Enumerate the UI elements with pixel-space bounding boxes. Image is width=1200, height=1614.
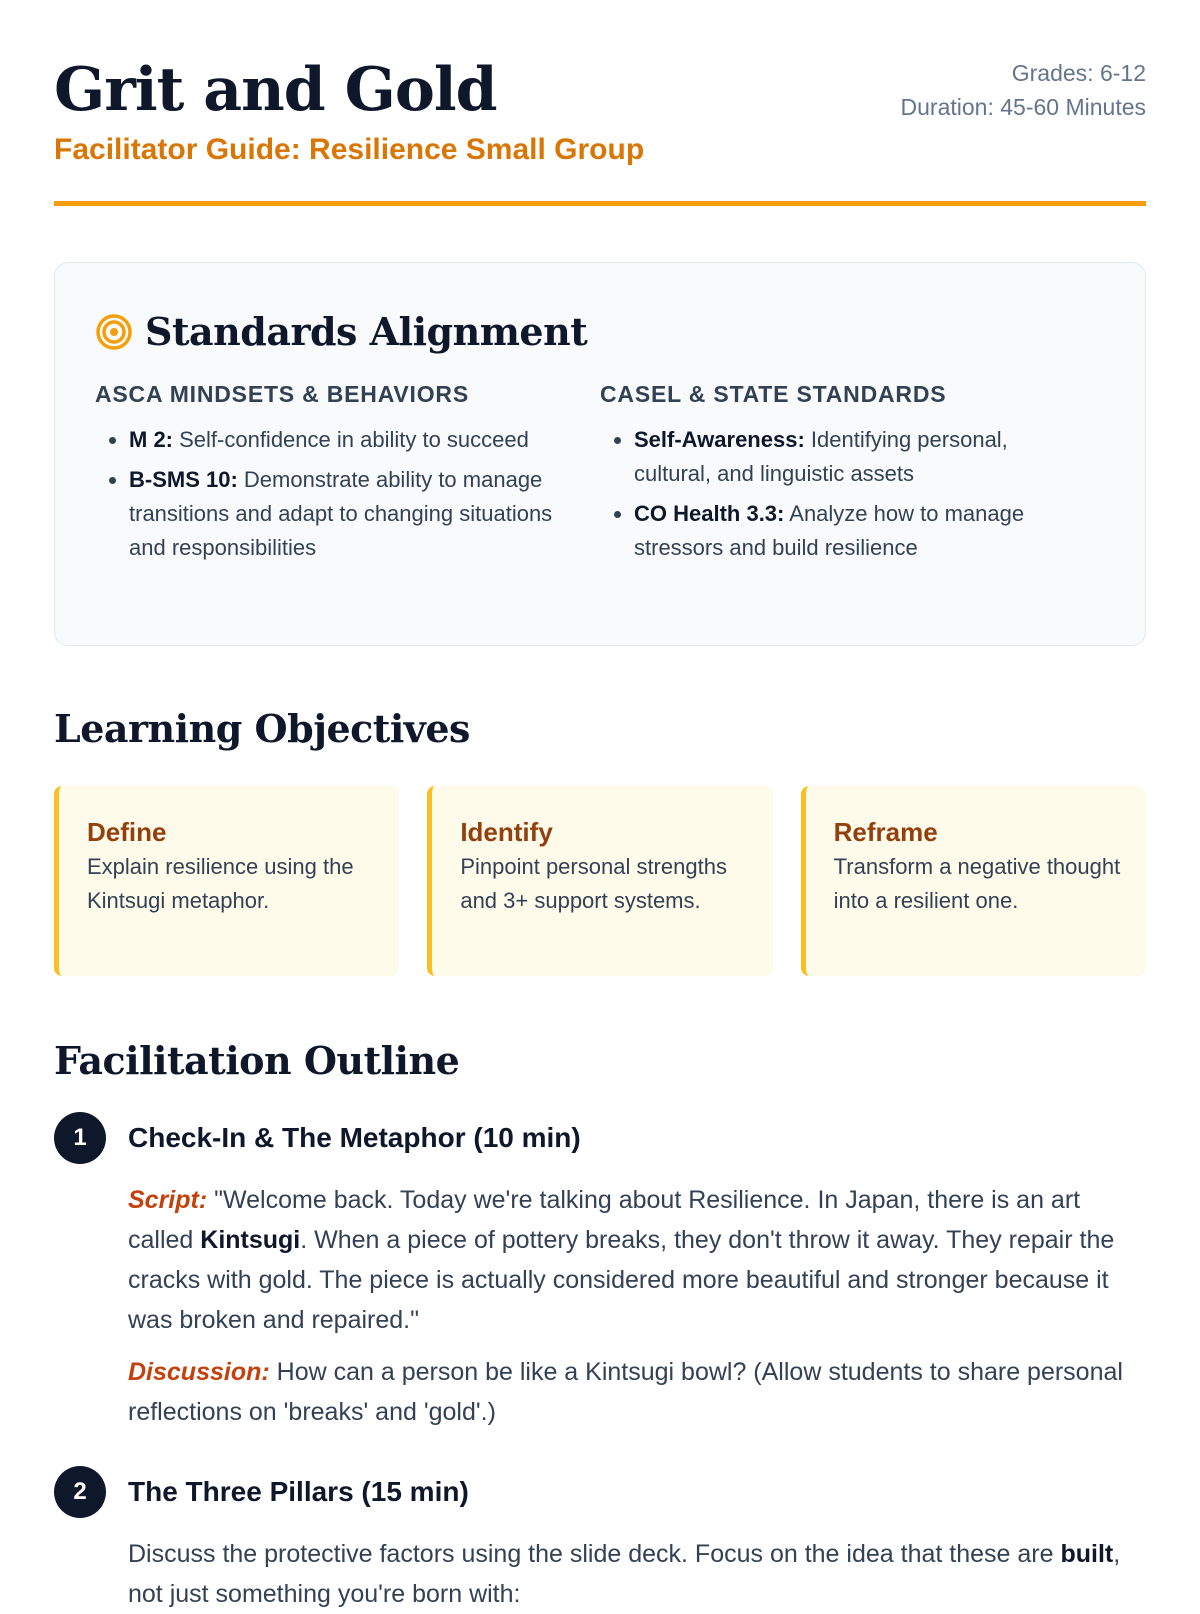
grades-label: Grades: 6-12 — [1011, 60, 1146, 86]
objective-title: Identify — [460, 817, 553, 847]
outline-heading: Facilitation Outline — [54, 1038, 460, 1083]
standards-heading-text: Standards Alignment — [145, 309, 588, 354]
step-paragraph — [128, 1534, 1146, 1614]
script-text: . When a piece of pottery breaks, they don't throw it away. They repair the cracks with gold. The piece is actually considered more beautiful and stronger because it was broken and repaired." — [128, 1226, 1115, 1334]
asca-heading: ASCA MINDSETS & BEHAVIORS — [95, 381, 469, 407]
standards-card — [54, 262, 1146, 646]
script-text: "Welcome back. Today we're talking about Resilience. In Japan, there is an art called — [128, 1186, 1081, 1254]
standard-text: Analyze how to manage stressors and build resilience — [634, 501, 1025, 560]
script-label: Script: — [128, 1186, 208, 1214]
objective-text: Pinpoint personal strengths and 3+ support systems. — [460, 854, 727, 913]
session-meta — [901, 56, 1146, 124]
standards-heading — [95, 307, 1105, 357]
step-header — [54, 1466, 1146, 1518]
standard-text: Demonstrate ability to manage transitions and adapt to changing situations and responsibilities — [129, 467, 553, 560]
standard-text: Identifying personal, cultural, and linguistic assets — [634, 427, 1008, 486]
objectives-heading: Learning Objectives — [54, 706, 470, 751]
step-title: The Three Pillars (15 min) — [128, 1476, 469, 1507]
step-body — [128, 1534, 1146, 1614]
standard-code: CO Health 3.3: — [634, 501, 785, 526]
objective-title: Define — [87, 817, 167, 847]
standard-code: Self-Awareness: — [634, 427, 805, 452]
step-header — [54, 1112, 1146, 1164]
standard-code: B-SMS 10: — [129, 467, 238, 492]
outline-step-1 — [54, 1112, 1146, 1432]
casel-list — [600, 423, 1105, 565]
asca-column — [95, 379, 600, 571]
asca-list — [95, 423, 600, 565]
script-emphasis: Kintsugi — [200, 1226, 301, 1254]
step-number-badge: 2 — [54, 1466, 106, 1518]
step-number-badge: 1 — [54, 1112, 106, 1164]
discussion-text: How can a person be like a Kintsugi bowl? (Allow students to share personal reflections on 'breaks' and 'gold'.) — [128, 1358, 1123, 1426]
objective-text: Transform a negative thought into a resilient one. — [833, 854, 1121, 913]
step-emphasis: built — [1060, 1540, 1114, 1568]
step-body — [128, 1180, 1146, 1432]
objective-card-reframe — [801, 786, 1146, 976]
document-header — [54, 0, 1146, 206]
duration-label: Duration: 45-60 Minutes — [900, 94, 1146, 120]
objective-card-define — [54, 786, 399, 976]
target-icon — [95, 313, 133, 351]
step-text: , not just something you're born with: — [128, 1540, 1121, 1608]
objective-text: Explain resilience using the Kintsugi metaphor. — [87, 854, 354, 913]
standard-code: M 2: — [129, 427, 173, 452]
casel-column — [600, 379, 1105, 571]
standard-text: Self-confidence in ability to succeed — [173, 427, 529, 452]
step-text: Discuss the protective factors using the slide deck. Focus on the idea that these are — [128, 1540, 1061, 1568]
list-item — [634, 497, 1105, 565]
objectives-row — [54, 786, 1146, 976]
document-title: Grit and Gold — [54, 55, 497, 125]
list-item — [129, 463, 600, 565]
objective-card-identify — [427, 786, 772, 976]
list-item — [129, 423, 600, 457]
outline-step-2 — [54, 1466, 1146, 1614]
casel-heading: CASEL & STATE STANDARDS — [600, 381, 947, 407]
script-paragraph — [128, 1180, 1146, 1340]
objective-title: Reframe — [833, 817, 938, 847]
document-subtitle: Facilitator Guide: Resilience Small Group — [54, 133, 645, 166]
step-title: Check-In & The Metaphor (10 min) — [128, 1122, 581, 1153]
list-item — [634, 423, 1105, 491]
discussion-paragraph — [128, 1352, 1146, 1432]
discussion-label: Discussion: — [128, 1358, 270, 1386]
